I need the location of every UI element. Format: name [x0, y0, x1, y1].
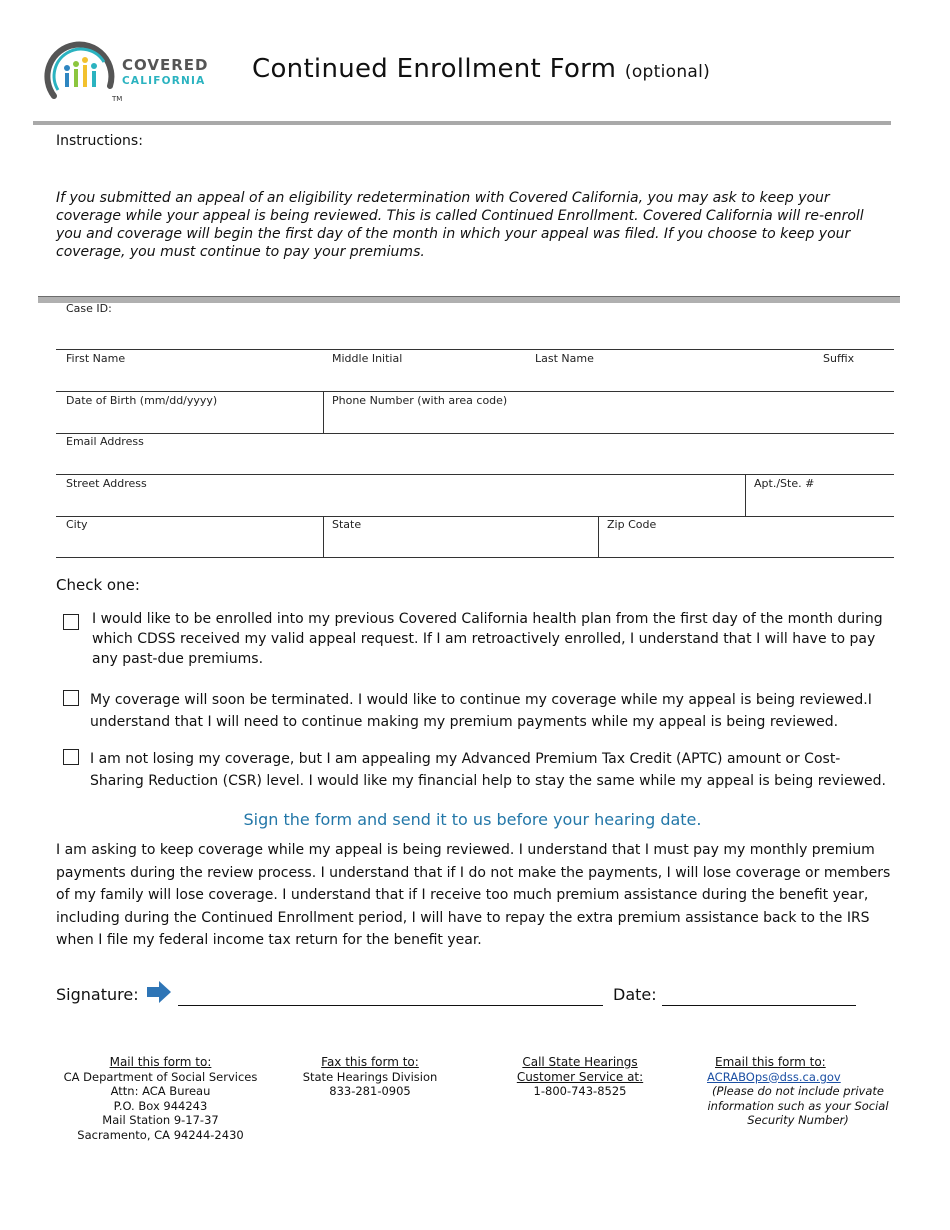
email-heading: Email this form to: [715, 1055, 826, 1069]
call-phone: 1-800-743-8525 [533, 1084, 627, 1098]
call-heading-1: Call State Hearings [522, 1055, 638, 1069]
street-label: Street Address [66, 477, 147, 490]
city-field[interactable] [56, 517, 322, 557]
option-2-text: My coverage will soon be terminated. I would like to continue my coverage while my appeal is being reviewed.I understand that I will need to continue making my premium payments while my appeal is being reviewed. [90, 692, 872, 730]
street-field[interactable] [56, 475, 744, 516]
covered-california-logo-icon [44, 38, 224, 106]
field-border [56, 557, 894, 558]
state-label: State [332, 518, 362, 531]
name-field[interactable] [56, 350, 894, 391]
footer-call [500, 1055, 660, 1099]
footer-email [707, 1055, 889, 1128]
option-1-text: I would like to be enrolled into my previous Covered California health plan from the first day of the month during which CDSS received my valid appeal request. If I am retroactively enrolled, I understand that I will have to pay any past-due premiums. [92, 611, 883, 667]
middle-initial-label: Middle Initial [332, 352, 403, 365]
footer-mail [58, 1055, 263, 1142]
mail-line: CA Department of Social Services [63, 1069, 258, 1084]
arrow-right-icon [147, 981, 171, 1003]
mail-heading: Mail this form to: [109, 1055, 212, 1069]
signature-line[interactable] [178, 1005, 603, 1006]
case-id-label: Case ID: [66, 302, 112, 315]
zip-field[interactable] [599, 517, 894, 557]
instructions-label: Instructions: [56, 133, 143, 149]
mail-line: Attn: ACA Bureau [110, 1084, 211, 1098]
svg-text:COVERED: COVERED [122, 56, 209, 74]
first-name-label: First Name [66, 352, 126, 365]
zip-label: Zip Code [607, 518, 657, 531]
option-2-checkbox[interactable] [63, 690, 79, 706]
signature-label: Signature: [56, 985, 139, 1004]
check-one-label: Check one: [56, 576, 140, 594]
dob-field[interactable] [56, 392, 322, 433]
sign-form-heading: Sign the form and send it to us before your hearing date. [243, 810, 702, 829]
svg-text:CALIFORNIA: CALIFORNIA [122, 75, 206, 87]
city-label: City [66, 518, 88, 531]
case-id-field[interactable] [56, 300, 894, 349]
mail-line: Mail Station 9-17-37 [102, 1113, 219, 1127]
call-heading-2: Customer Service at: [516, 1069, 644, 1084]
email-label: Email Address [66, 435, 144, 448]
header-divider [33, 121, 891, 125]
state-field[interactable] [324, 517, 597, 557]
title-optional: (optional) [624, 62, 711, 82]
email-note: (Please do not include private information such as your Social Security Number) [707, 1084, 889, 1127]
fax-line: State Hearings Division [302, 1069, 438, 1084]
date-line[interactable] [662, 1005, 856, 1006]
phone-label: Phone Number (with area code) [332, 394, 508, 407]
option-3-text: I am not losing my coverage, but I am appealing my Advanced Premium Tax Credit (APTC) amount or Cost-Sharing Reduction (CSR) level. I would like my financial help to stay the same while my appeal is being reviewed. [90, 751, 886, 789]
covered-california-logo [44, 38, 224, 106]
mail-line: P.O. Box 944243 [113, 1098, 208, 1113]
phone-field[interactable] [324, 392, 894, 433]
instructions-text: If you submitted an appeal of an eligibility redetermination with Covered California, you may ask to keep your coverage while your appeal is being reviewed. This is called Continued Enrollment. Covered California will re-enroll you and coverage will begin the first day of the month in which your appeal was filed. If you choose to keep your coverage, you must continue to pay your premiums. [56, 190, 864, 260]
email-field[interactable] [56, 434, 894, 474]
option-1-checkbox[interactable] [63, 614, 79, 630]
last-name-label: Last Name [535, 352, 594, 365]
date-label: Date: [613, 985, 657, 1004]
fax-heading: Fax this form to: [321, 1055, 419, 1069]
apt-field[interactable] [746, 475, 894, 516]
page-title [252, 54, 710, 84]
email-link[interactable]: ACRABOps@dss.ca.gov [707, 1069, 841, 1084]
suffix-label: Suffix [823, 352, 855, 365]
title-text: Continued Enrollment Form [252, 54, 617, 84]
mail-line: Sacramento, CA 94244-2430 [77, 1127, 244, 1142]
fax-number: 833-281-0905 [329, 1084, 411, 1098]
option-3-checkbox[interactable] [63, 749, 79, 765]
dob-label: Date of Birth (mm/dd/yyyy) [66, 394, 218, 407]
apt-label: Apt./Ste. # [754, 477, 815, 490]
agreement-text: I am asking to keep coverage while my appeal is being reviewed. I understand that I must pay my monthly premium payments during the review process. I understand that if I do not make the payments, I will lose coverage or members of my family will lose coverage. I understand that if I receive too much premium assistance during the benefit year, including during the Continued Enrollment period, I will have to repay the extra premium assistance back to the IRS when I file my federal income tax return for the benefit year. [56, 842, 891, 948]
svg-text:TM: TM [112, 95, 123, 103]
footer-fax [290, 1055, 450, 1099]
